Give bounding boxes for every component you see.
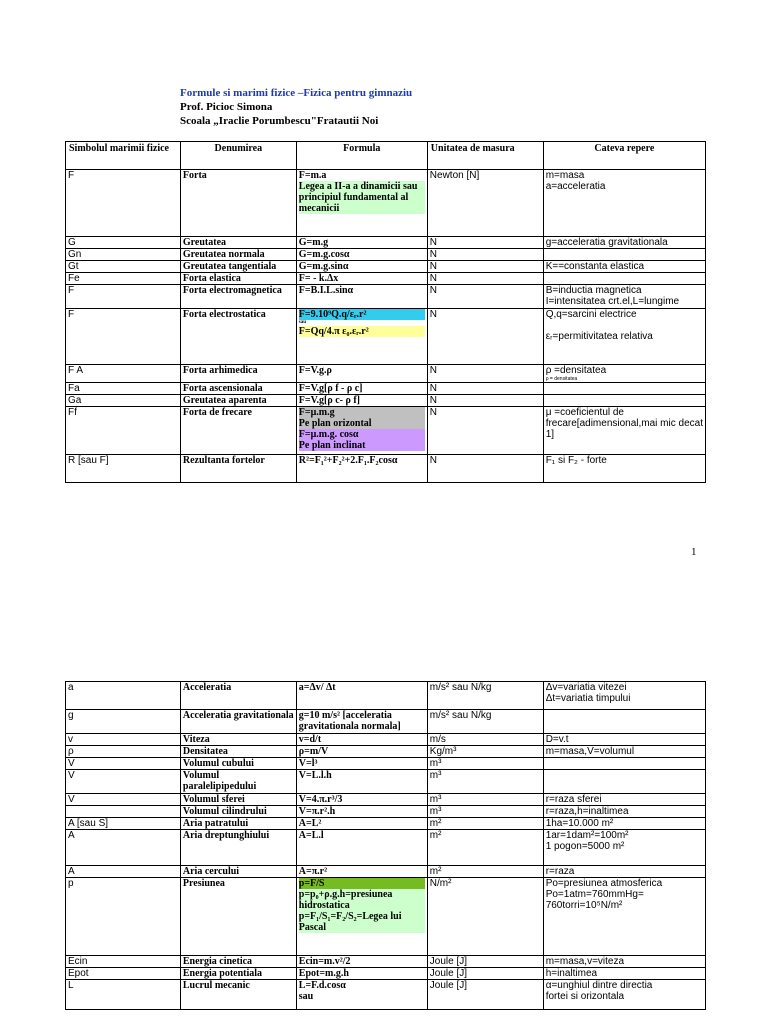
formula-line: F= - k.Δx (298, 273, 339, 284)
cell-notes (543, 261, 705, 273)
cell-notes (543, 383, 705, 395)
cell-symbol: V (66, 758, 181, 770)
cell-unit: N (427, 455, 543, 483)
formula-line: Pe plan inclinat (299, 440, 425, 451)
cell-formula (296, 806, 427, 818)
col-header-unit: Unitatea de masura (427, 142, 543, 170)
cell-unit: m³ (427, 794, 543, 806)
cell-notes (543, 710, 705, 734)
formula-line: V=l³ (298, 758, 318, 769)
cell-name: Forta arhimedica (180, 365, 296, 383)
formula-line: F=9.10⁹Q.q/εᵣ.r² (299, 309, 425, 320)
cell-unit: Newton [N] (427, 170, 543, 237)
cell-unit: m² (427, 818, 543, 830)
formula-line: Ecin=m.v²/2 (298, 956, 351, 967)
table-row (66, 968, 706, 980)
cell-name: Volumul cilindrului (180, 806, 296, 818)
formula-line: L=F.d.cosα (298, 980, 346, 991)
cell-name: Aria patratului (180, 818, 296, 830)
cell-name: Greutatea normala (180, 249, 296, 261)
cell-formula (296, 980, 427, 1010)
table-row (66, 878, 706, 956)
cell-symbol (66, 806, 181, 818)
formula-line: v=d/t (298, 734, 322, 745)
cell-formula (296, 878, 427, 956)
document-title: Formule si marimi fizice –Fizica pentru gimnaziu (180, 87, 413, 99)
cell-symbol: F A (66, 365, 181, 383)
note-line: r=raza sferei (545, 794, 602, 805)
cell-unit: m³ (427, 770, 543, 794)
cell-name: Densitatea (180, 746, 296, 758)
cell-name: Volumul sferei (180, 794, 296, 806)
cell-name: Aria cercului (180, 866, 296, 878)
cell-unit: N/m² (427, 878, 543, 956)
note-line: m=masa,V=volumul (545, 746, 635, 757)
cell-name: Forta ascensionala (180, 383, 296, 395)
table-body (66, 682, 706, 1010)
cell-formula (296, 968, 427, 980)
note-line: Po=1atm=760mmHg= (545, 889, 644, 900)
formula-line: F=V.g[ρ f - ρ c] (298, 383, 363, 394)
formula-line: V=L.l.h (298, 770, 332, 781)
note-line: B=inductia magnetica (545, 285, 642, 296)
cell-unit: N (427, 261, 543, 273)
cell-name: Greutatea (180, 237, 296, 249)
table-row (66, 770, 706, 794)
table-row (66, 285, 706, 309)
cell-symbol: A [sau S] (66, 818, 181, 830)
cell-notes (543, 758, 705, 770)
note-line: Δt=variatia timpului (545, 693, 631, 704)
cell-formula (296, 249, 427, 261)
formula-line: a=Δv/ Δt (298, 682, 336, 693)
cell-formula (296, 237, 427, 249)
document-header (180, 86, 412, 128)
cell-notes (543, 237, 705, 249)
formula-line: F=B.I.L.sinα (298, 285, 354, 296)
formula-line: sau (298, 991, 314, 1002)
note-line: I=intensitatea crt.el,L=lungime (545, 296, 680, 307)
cell-name: Forta electrostatica (180, 309, 296, 365)
cell-formula (296, 758, 427, 770)
cell-unit: m³ (427, 758, 543, 770)
col-header-name: Denumirea (180, 142, 296, 170)
note-line: α=unghiul dintre directia (545, 980, 653, 991)
cell-notes (543, 273, 705, 285)
note-line: m=masa,v=viteza (545, 956, 625, 967)
cell-unit: m/s² sau N/kg (427, 682, 543, 710)
formula-line: V=4.π.r³/3 (298, 794, 343, 805)
note-line: h=inaltimea (545, 968, 598, 979)
cell-formula (296, 866, 427, 878)
note-line: m=masa (545, 170, 585, 181)
table-row (66, 455, 706, 483)
cell-notes (543, 794, 705, 806)
cell-formula (296, 261, 427, 273)
cell-notes (543, 830, 705, 866)
note-line: Δv=variatia vitezei (545, 682, 627, 693)
cell-unit: m² (427, 830, 543, 866)
cell-notes (543, 285, 705, 309)
cell-formula (296, 830, 427, 866)
cell-unit: N (427, 383, 543, 395)
cell-notes (543, 365, 705, 383)
cell-notes (543, 249, 705, 261)
cell-formula (296, 794, 427, 806)
cell-unit: N (427, 309, 543, 365)
formula-line: Epot=m.g.h (298, 968, 349, 979)
cell-formula (296, 407, 427, 455)
formula-table-page2 (65, 681, 706, 1010)
formula-line: G=m.g.sinα (298, 261, 349, 272)
note-line: K==constanta elastica (545, 261, 645, 272)
cell-symbol: A (66, 866, 181, 878)
formula-line: sau (298, 320, 307, 325)
table-row (66, 818, 706, 830)
cell-formula (296, 170, 427, 237)
formula-line: F=V.g.ρ (298, 365, 332, 376)
cell-symbol: Ecin (66, 956, 181, 968)
note-line (546, 320, 703, 331)
table-row (66, 249, 706, 261)
formula-table-page1 (65, 141, 706, 483)
table-row (66, 170, 706, 237)
cell-name: Greutatea tangentiala (180, 261, 296, 273)
cell-unit: N (427, 365, 543, 383)
note-line: 1ha=10.000 m² (545, 818, 614, 829)
note-line: 760torri=10⁵N/m² (545, 900, 623, 911)
cell-name: Aria dreptunghiului (180, 830, 296, 866)
cell-symbol: G (66, 237, 181, 249)
table-row (66, 261, 706, 273)
cell-name: Presiunea (180, 878, 296, 956)
cell-symbol: Fe (66, 273, 181, 285)
document-author: Prof. Picioc Simona (180, 101, 273, 113)
cell-symbol: ρ (66, 746, 181, 758)
table-row (66, 758, 706, 770)
cell-name: Volumul cubului (180, 758, 296, 770)
col-header-notes: Cateva repere (543, 142, 705, 170)
cell-symbol: R [sau F] (66, 455, 181, 483)
cell-unit: m² (427, 866, 543, 878)
cell-symbol: Fa (66, 383, 181, 395)
cell-notes (543, 407, 705, 455)
cell-name: Energia cinetica (180, 956, 296, 968)
cell-formula (296, 956, 427, 968)
cell-notes (543, 746, 705, 758)
cell-formula (296, 818, 427, 830)
cell-formula (296, 746, 427, 758)
formula-line: F=μ.m.g (299, 407, 425, 418)
cell-name: Forta de frecare (180, 407, 296, 455)
cell-symbol: F (66, 170, 181, 237)
cell-unit: Joule [J] (427, 980, 543, 1010)
formula-line: R²=F₁²+F₂²+2.F₁.F₂cosα (298, 455, 398, 466)
note-line: ρ =densitatea (545, 365, 607, 376)
cell-notes (543, 395, 705, 407)
cell-notes (543, 309, 705, 365)
cell-symbol: F (66, 309, 181, 365)
cell-formula (296, 682, 427, 710)
cell-notes (543, 878, 705, 956)
cell-formula (296, 455, 427, 483)
cell-formula (296, 285, 427, 309)
cell-unit: N (427, 273, 543, 285)
table-row (66, 956, 706, 968)
table-row (66, 273, 706, 285)
table-row (66, 794, 706, 806)
cell-name: Forta electromagnetica (180, 285, 296, 309)
formula-line: p=p₀+ρ.g.h=presiunea hidrostatica (299, 889, 425, 911)
table-header-row (66, 142, 706, 170)
cell-formula (296, 395, 427, 407)
formula-line: A=π.r² (298, 866, 328, 877)
cell-symbol: V (66, 794, 181, 806)
note-line: fortei si orizontala (545, 991, 625, 1002)
cell-name: Volumul paralelipipedului (180, 770, 296, 794)
cell-formula (296, 309, 427, 365)
note-line: ρ = densitatea (545, 376, 578, 382)
table-row (66, 383, 706, 395)
cell-notes (543, 170, 705, 237)
col-header-symbol: Simbolul marimii fizice (66, 142, 181, 170)
formula-line: A=L² (298, 818, 322, 829)
cell-name: Forta (180, 170, 296, 237)
cell-name: Rezultanta fortelor (180, 455, 296, 483)
cell-notes (543, 682, 705, 710)
cell-unit: N (427, 407, 543, 455)
cell-symbol: F (66, 285, 181, 309)
cell-notes (543, 734, 705, 746)
cell-name: Acceleratia gravitationala (180, 710, 296, 734)
col-header-formula: Formula (296, 142, 427, 170)
formula-line: F=V.g[ρ c- ρ f] (298, 395, 360, 406)
cell-unit: m/s (427, 734, 543, 746)
note-line: 1 pogon=5000 m² (545, 841, 625, 852)
cell-symbol: Gn (66, 249, 181, 261)
note-line: Q,q=sarcini electrice (545, 309, 637, 320)
table-row (66, 682, 706, 710)
formula-line: p=F₁/S₁=F₂/S₂=Legea lui Pascal (299, 911, 425, 933)
table-row (66, 866, 706, 878)
formula-line: F=Qq/4.π ε₀.εᵣ.r² (299, 326, 425, 337)
cell-symbol: a (66, 682, 181, 710)
cell-notes (543, 956, 705, 968)
table-row (66, 710, 706, 734)
cell-symbol: Ff (66, 407, 181, 455)
cell-formula (296, 734, 427, 746)
cell-formula (296, 710, 427, 734)
note-line: D=v.t (545, 734, 569, 745)
cell-name: Forta elastica (180, 273, 296, 285)
cell-notes (543, 980, 705, 1010)
table-row (66, 309, 706, 365)
cell-name: Greutatea aparenta (180, 395, 296, 407)
table-row (66, 365, 706, 383)
cell-symbol: Epot (66, 968, 181, 980)
formula-line: Pe plan orizontal (299, 418, 425, 429)
formula-line: F=m.a (298, 170, 327, 181)
note-line: g=acceleratia gravitationala (545, 237, 668, 248)
page-number: 1 (691, 546, 697, 558)
cell-formula (296, 273, 427, 285)
cell-unit: Joule [J] (427, 956, 543, 968)
cell-symbol: g (66, 710, 181, 734)
table-row (66, 830, 706, 866)
formula-line: A=L.l (298, 830, 324, 841)
formula-line: g=10 m/s² [acceleratia gravitationala normala] (298, 710, 401, 732)
cell-unit: Kg/m³ (427, 746, 543, 758)
table-row (66, 407, 706, 455)
cell-unit: N (427, 285, 543, 309)
table-row (66, 806, 706, 818)
cell-notes (543, 770, 705, 794)
cell-symbol: Gt (66, 261, 181, 273)
cell-notes (543, 455, 705, 483)
formula-line: G=m.g (298, 237, 329, 248)
cell-name: Acceleratia (180, 682, 296, 710)
cell-unit: N (427, 395, 543, 407)
table-row (66, 237, 706, 249)
cell-notes (543, 806, 705, 818)
cell-name: Viteza (180, 734, 296, 746)
table-body (66, 170, 706, 483)
table-row (66, 746, 706, 758)
note-line: Po=presiunea atmosferica (545, 878, 663, 889)
note-line: εᵣ=permitivitatea relativa (545, 331, 653, 342)
note-line: r=raza,h=inaltimea (545, 806, 629, 817)
note-line: F₁ si F₂ - forte (545, 455, 607, 466)
cell-symbol: Ga (66, 395, 181, 407)
formula-line: ρ=m/V (298, 746, 329, 757)
note-line: 1ar=1dam²=100m² (545, 830, 629, 841)
formula-line: p=F/S (299, 878, 425, 889)
note-line: a=acceleratia (545, 181, 606, 192)
document-school: Scoala „Iraclie Porumbescu"Fratautii Noi (180, 115, 379, 127)
cell-notes (543, 866, 705, 878)
note-line: μ =coeficientul de frecare[adimensional,mai mic decat 1] (545, 407, 703, 440)
table-row (66, 980, 706, 1010)
cell-unit: N (427, 237, 543, 249)
cell-name: Energia potentiala (180, 968, 296, 980)
table-row (66, 395, 706, 407)
cell-unit: Joule [J] (427, 968, 543, 980)
formula-line: G=m.g.cosα (298, 249, 350, 260)
cell-formula (296, 365, 427, 383)
cell-notes (543, 968, 705, 980)
cell-formula (296, 770, 427, 794)
cell-symbol: A (66, 830, 181, 866)
cell-symbol: v (66, 734, 181, 746)
cell-symbol: L (66, 980, 181, 1010)
cell-unit: m/s² sau N/kg (427, 710, 543, 734)
table-row (66, 734, 706, 746)
cell-notes (543, 818, 705, 830)
formula-line: Legea a II-a a dinamicii sau principiul fundamental al mecanicii (299, 181, 425, 214)
note-line: r=raza (545, 866, 575, 877)
cell-unit: N (427, 249, 543, 261)
cell-symbol: V (66, 770, 181, 794)
cell-name: Lucrul mecanic (180, 980, 296, 1010)
formula-line: V=π.r².h (298, 806, 336, 817)
cell-unit: m³ (427, 806, 543, 818)
cell-formula (296, 383, 427, 395)
cell-symbol: p (66, 878, 181, 956)
formula-line: F=μ.m.g. cosα (299, 429, 425, 440)
